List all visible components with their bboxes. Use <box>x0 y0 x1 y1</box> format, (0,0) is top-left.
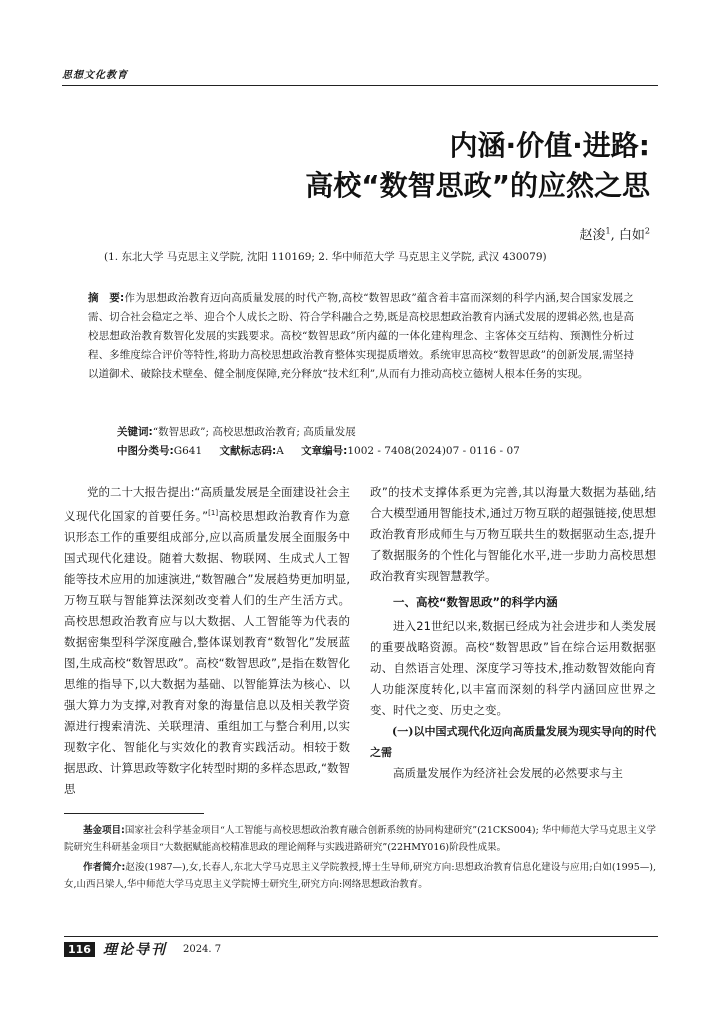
footer-rule <box>64 936 658 937</box>
keywords <box>117 424 356 439</box>
page-number: 116 <box>64 942 95 957</box>
author-bio-note <box>64 859 656 893</box>
abstract <box>88 289 634 384</box>
doc-code-value: A <box>276 445 284 457</box>
classification-line <box>117 443 520 458</box>
body-text: 党的二十大报告提出:“高质量发展是全面建设社会主义现代化国家的首要任务。” <box>64 485 350 523</box>
article-title <box>305 126 650 206</box>
page-footer <box>64 940 221 958</box>
keywords-text: “数智思政”; 高校思想政治教育; 高质量发展 <box>152 426 356 438</box>
title-line-2: 高校“数智思政”的应然之思 <box>305 169 650 202</box>
author-1: 赵浚 <box>579 228 606 243</box>
article-no-label: 文章编号: <box>301 445 348 457</box>
funding-label: 基金项目: <box>83 825 125 836</box>
title-line-1: 内涵·价值·进路: <box>449 129 650 162</box>
body-paragraph <box>64 482 350 800</box>
doc-code-label: 文献标志码: <box>219 445 277 457</box>
body-paragraph: 政”的技术支撑体系更为完善,其以海量大数据为基础,结合大模型通用智能技术,通过万物互联的超强链接,使思想政治教育形成师生与万物互联共生的数据驱动生态,提升了数据服务的个性化与智能化水平,进一步助力高校思想政治教育实现智慧教学。 <box>370 485 656 583</box>
clc-label: 中图分类号: <box>117 445 174 457</box>
subsection-heading: (一)以中国式现代化迈向高质量发展为现实导向的时代之需 <box>370 725 656 759</box>
affiliation: (1. 东北大学 马克思主义学院, 沈阳 110169; 2. 华中师范大学 马克思主义学院, 武汉 430079) <box>104 251 547 263</box>
author-2-affil: 2 <box>644 226 650 236</box>
abstract-text: 作为思想政治教育迈向高质量发展的时代产物,高校“数智思政”蕴含着丰富而深刻的科学内涵,契合国家发展之需、切合社会稳定之举、迎合个人成长之盼、符合学科融合之势,既是高校思想政治教育内涵式发展的逻辑必然,也是高校思想政治教育数智化发展的实践要求。高校“数智思政”所内蕴的一体化建构理念、主客体交互结构、预测性分析过程、多维度综合评价等特性,将助力高校思想政治教育整体实现提质增效。系统审思高校“数智思政”的创新发展,需坚持以道御术、破除技术壁垒、健全制度保障,充分释放“技术红利”,从而有力推动高校立德树人根本任务的实现。 <box>88 292 634 380</box>
author-separator: , <box>610 228 615 243</box>
body-paragraph: 进入21世纪以来,数据已经成为社会进步和人类发展的重要战略资源。高校“数智思政”旨在综合运用数据驱动、自然语言处理、深度学习等技术,推动数智效能向育人功能深度转化,以丰富而深刻的科学内涵回应世界之变、时代之变、历史之变。 <box>370 619 656 717</box>
funding-note <box>64 822 656 856</box>
funding-text: 国家社会科学基金项目“人工智能与高校思想政治教育融合创新系统的协同构建研究”(21CKS004); 华中师范大学马克思主义学院研究生科研基金项目“大数据赋能高校精准思政的理论阐释与实践进路研究”(22HMY016)阶段性成果。 <box>64 825 656 853</box>
body-paragraph: 高质量发展作为经济社会发展的必然要求与主 <box>393 766 623 780</box>
clc-value: G641 <box>173 445 203 457</box>
author-bio-text: 赵浚(1987—),女,长春人,东北大学马克思主义学院教授,博士生导师,研究方向:思想政治教育信息化建设与应用;白如(1995—),女,山西吕梁人,华中师范大学马克思主义学院博士研究生,研究方向:网络思想政治教育。 <box>64 862 656 890</box>
author-line <box>580 224 651 243</box>
header-rule <box>62 85 658 86</box>
body-column-right <box>370 482 656 784</box>
journal-logo: 理论导刊 <box>102 942 167 958</box>
author-bio-label: 作者简介: <box>83 862 126 873</box>
article-no-value: 1002 - 7408(2024)07 - 0116 - 07 <box>347 445 520 457</box>
body-column-left <box>64 482 350 800</box>
body-text: 高校思想政治教育作为意识形态工作的重要组成部分,应以高质量发展全面服务中国式现代化建设。随着大数据、物联网、生成式人工智能等技术应用的加速演进,“数智融合”发展趋势更加明显,万物互联与智能算法深刻改变着人们的生产生活方式。高校思想政治教育应与以大数据、人工智能等为代表的数据密集型科学深度融合,整体谋划教育“数智化”发展蓝图,生成高校“数智思政”。高校“数智思政”,是指在数智化思维的指导下,以大数据为基础、以智能算法为核心、以强大算力为支撑,对教育对象的海量信息以及相关教学资源进行搜索清洗、关联理清、重组加工与整合利用,以实现数字化、智能化与实效化的教育实践活动。相较于数据思政、计算思政等数字化转型时期的多样态思政,“数智思 <box>64 508 350 796</box>
citation: [1] <box>208 509 219 517</box>
running-head: 思想文化教育 <box>62 70 128 81</box>
author-2: 白如 <box>618 228 645 243</box>
abstract-label: 摘 要: <box>88 292 125 304</box>
footnotes <box>64 822 656 896</box>
section-heading: 一、高校“数智思政”的科学内涵 <box>393 595 558 609</box>
author-1-affil: 1 <box>605 226 611 236</box>
footnote-rule <box>64 813 204 814</box>
issue-date: 2024. 7 <box>182 943 222 955</box>
keywords-label: 关键词: <box>117 426 153 438</box>
